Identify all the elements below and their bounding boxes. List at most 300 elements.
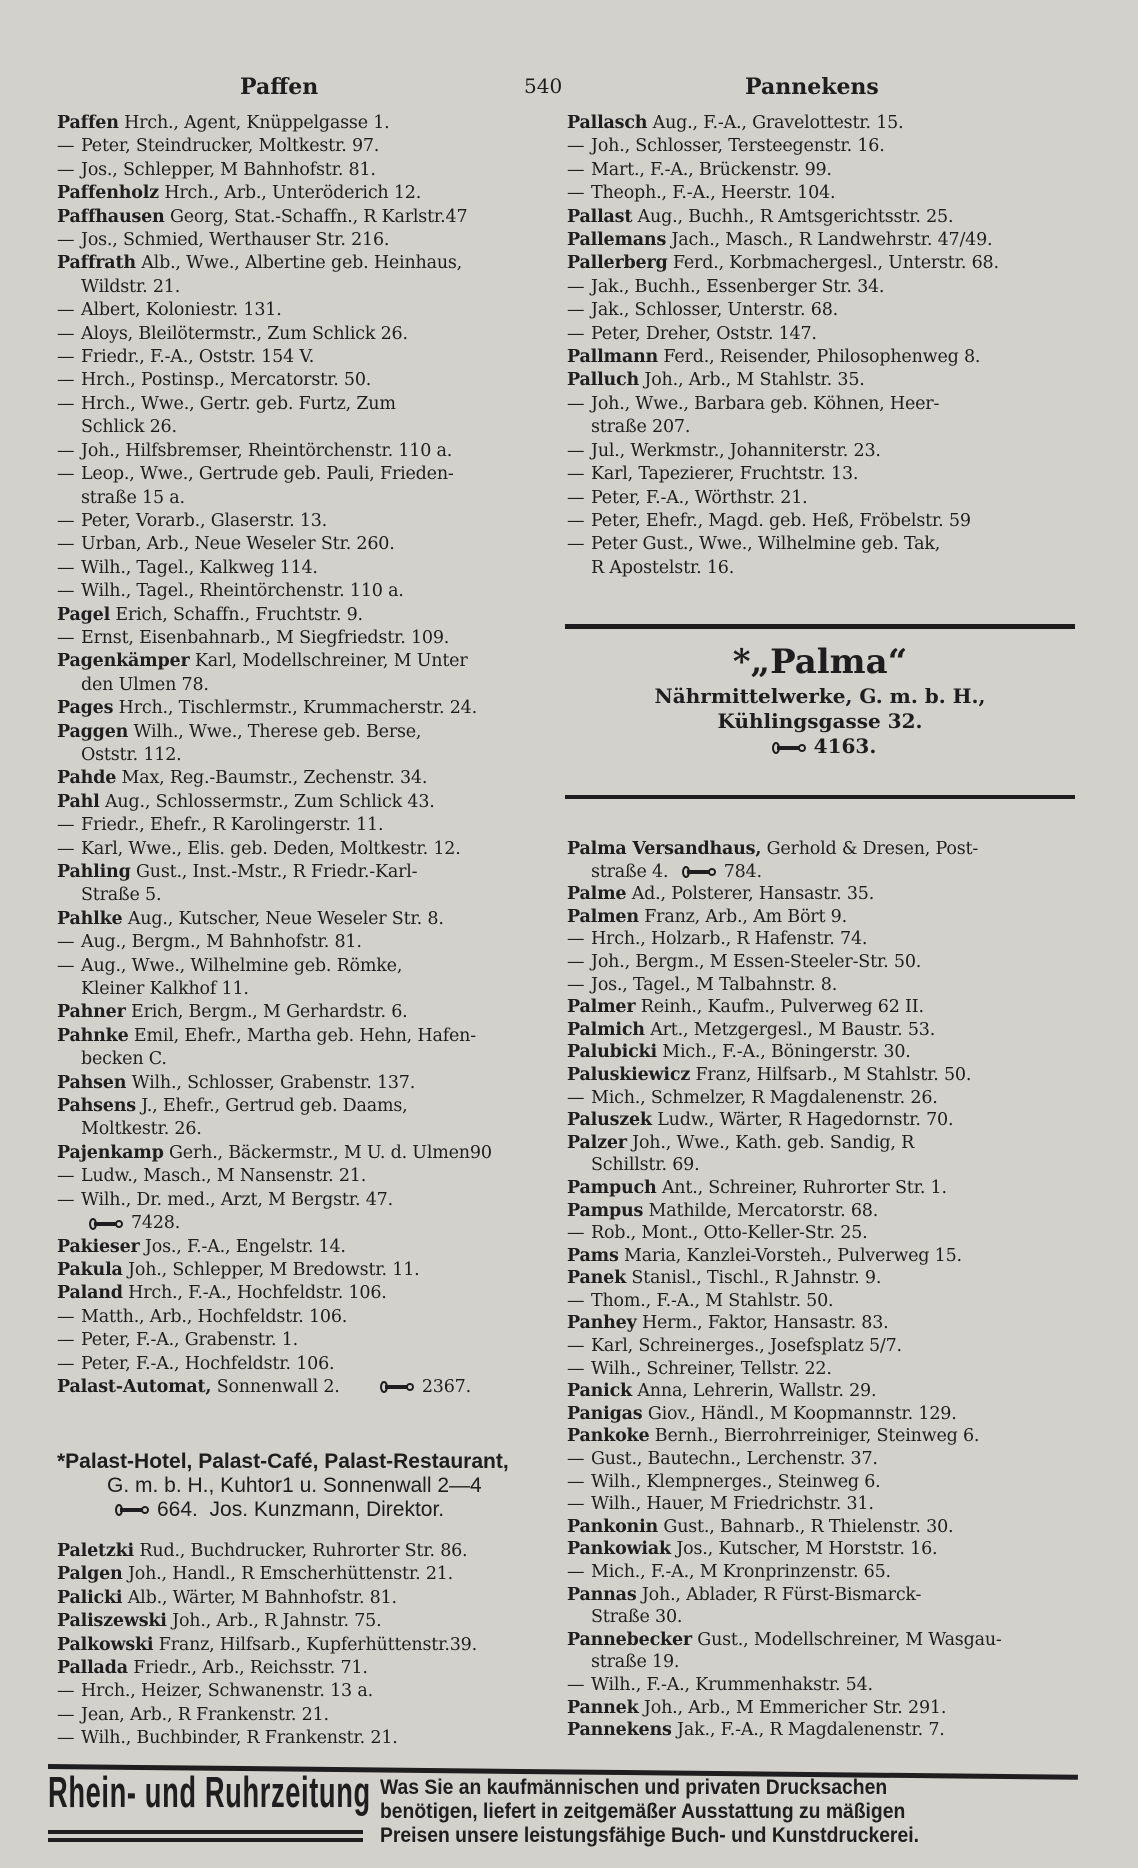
directory-entry (567, 369, 1077, 392)
ditto-dash: — (57, 1330, 75, 1351)
entry-details: Mart., F.-A., Brückenstr. 99. (591, 159, 832, 180)
entry-surname: Palubicki (567, 1042, 657, 1063)
entry-details: Erich, Bergm., M Gerhardstr. 6. (131, 1002, 408, 1023)
running-head-left: Paffen (240, 74, 319, 100)
ditto-dash: — (57, 1728, 75, 1749)
ditto-dash: — (57, 440, 75, 461)
entry-surname: Panigas (567, 1403, 643, 1424)
entry-surname: Paffrath (57, 253, 136, 274)
entry-details: Jak., Buchh., Essenberger Str. 34. (591, 276, 885, 297)
ditto-dash: — (57, 300, 75, 321)
entry-details: Jos., Schmied, Werthauser Str. 216. (81, 230, 390, 251)
entry-surname: Palgen (57, 1564, 123, 1585)
directory-entry (57, 627, 549, 650)
directory-entry (57, 369, 549, 392)
directory-entry (57, 112, 549, 135)
entry-details: Reinh., Kaufm., Pulverweg 62 II. (640, 997, 924, 1018)
page-number: 540 (524, 74, 563, 98)
entry-surname: Pallast (567, 206, 633, 227)
directory-entry (57, 1189, 549, 1236)
directory-entry (567, 1403, 1077, 1426)
entry-details: Gerhold & Dresen, Post- straße 4. (591, 839, 979, 882)
entry-details: Joh., Schlepper, M Bredowstr. 11. (128, 1259, 420, 1280)
entry-details: Ferd., Reisender, Philosophenweg 8. (663, 347, 981, 368)
ditto-dash: — (57, 370, 75, 391)
directory-entry (57, 1259, 549, 1282)
entry-details: Jul., Werkmstr., Johanniterstr. 23. (591, 440, 881, 461)
palma-company: Nährmittelwerke, G. m. b. H., (654, 684, 986, 708)
directory-entry (57, 1001, 549, 1024)
entry-surname: Palkowski (57, 1634, 154, 1655)
title-underline (48, 1838, 363, 1842)
advert-line: Was Sie an kaufmännischen und privaten Drucksachen (380, 1776, 888, 1799)
directory-entry (57, 206, 549, 229)
entry-surname: Pakula (57, 1259, 123, 1280)
entry-details: Gust., Bautechn., Lerchenstr. 37. (591, 1449, 878, 1470)
advert-line: Preisen unsere leistungsfähige Buch- und Kunstdruckerei. (380, 1824, 919, 1847)
directory-entry (567, 346, 1077, 369)
directory-entry (567, 1380, 1077, 1403)
entry-details: Wilh., Dr. med., Arzt, M Bergstr. 47. (81, 1189, 393, 1210)
ditto-dash: — (567, 510, 585, 531)
ditto-dash: — (57, 627, 75, 648)
entry-surname: Paluskiewicz (567, 1064, 691, 1085)
entry-details: Peter, Vorarb., Glaserstr. 13. (81, 510, 328, 531)
entry-details: Rob., Mont., Otto-Keller-Str. 25. (591, 1223, 868, 1244)
entry-surname: Palast-Automat, (57, 1376, 212, 1397)
entry-details: Gust., Bahnarb., R Thielenstr. 30. (663, 1516, 954, 1537)
entry-details: Maria, Kanzlei-Vorsteh., Pulverweg 15. (623, 1245, 962, 1266)
entry-details: Karl, Modellschreiner, M Unter den Ulmen 78. (81, 651, 468, 695)
entry-details: Ludw., Masch., M Nansenstr. 21. (81, 1166, 367, 1187)
ditto-dash: — (57, 136, 75, 157)
directory-entry (57, 908, 549, 931)
directory-entry (57, 1353, 549, 1376)
directory-entry (567, 112, 1077, 135)
entry-surname: Pankonin (567, 1516, 659, 1537)
palma-contact (565, 734, 1075, 759)
directory-entry (57, 838, 549, 861)
entry-surname: Panek (567, 1268, 627, 1289)
title-underline (48, 1830, 363, 1834)
directory-entry (567, 1200, 1077, 1223)
directory-entry (57, 955, 549, 1002)
ditto-dash: — (57, 159, 75, 180)
phone-number: 2367. (421, 1376, 471, 1397)
directory-entry (567, 533, 1077, 580)
entry-details: Ad., Polsterer, Hansastr. 35. (631, 884, 875, 905)
directory-entry (567, 1109, 1077, 1132)
ditto-dash: — (567, 1471, 585, 1492)
directory-entry (567, 1516, 1077, 1539)
ditto-dash: — (57, 1306, 75, 1327)
entry-details: Friedr., Ehefr., R Karolingerstr. 11. (81, 815, 384, 836)
entry-surname: Paffhausen (57, 206, 165, 227)
entry-details: Leop., Wwe., Gertrude geb. Pauli, Frieden- straße 15 a. (81, 464, 454, 508)
ditto-dash: — (567, 323, 585, 344)
entry-surname: Pallemans (567, 230, 667, 251)
divider-rule (565, 624, 1075, 629)
directory-entry (567, 323, 1077, 346)
entry-surname: Paliszewski (57, 1611, 167, 1632)
telephone-icon (107, 1498, 157, 1521)
ditto-dash: — (57, 347, 75, 368)
ditto-dash: — (567, 534, 585, 555)
directory-entry (567, 1087, 1077, 1110)
ditto-dash: — (57, 1681, 75, 1702)
entry-surname: Palmen (567, 906, 639, 927)
entry-details: Hrch., Postinsp., Mercatorstr. 50. (81, 370, 372, 391)
entry-details: Wilh., Hauer, M Friedrichstr. 31. (591, 1494, 874, 1515)
directory-entry (57, 1610, 549, 1633)
entry-surname: Pannek (567, 1697, 639, 1718)
entry-details: Wilh., Buchbinder, R Frankenstr. 21. (81, 1728, 398, 1749)
entry-details: Aug., Bergm., M Bahnhofstr. 81. (81, 932, 362, 953)
entry-details: Anna, Lehrerin, Wallstr. 29. (637, 1381, 877, 1402)
entry-surname: Palmer (567, 997, 636, 1018)
entry-details: Wilh., Schreiner, Tellstr. 22. (591, 1358, 832, 1379)
entry-details: Hrch., Tischlermstr., Krummacherstr. 24. (118, 698, 477, 719)
palma-title: *„Palma“ (732, 642, 908, 682)
directory-entry (57, 393, 549, 440)
directory-entry (567, 1335, 1077, 1358)
entry-details: Hrch., Arb., Unteröderich 12. (164, 183, 422, 204)
ditto-dash: — (567, 464, 585, 485)
directory-entry (57, 159, 549, 182)
directory-entry (57, 1563, 549, 1586)
palast-hotel-advert (57, 1450, 547, 1522)
entry-surname: Pams (567, 1245, 619, 1266)
directory-entry (567, 1674, 1077, 1697)
hotel-name: *Palast-Hotel, Palast-Café, Palast-Restaurant, (57, 1450, 509, 1473)
entry-details: Jak., F.-A., R Magdalenenstr. 7. (677, 1720, 945, 1741)
ditto-dash: — (567, 1290, 585, 1311)
entry-details: Rud., Buchdrucker, Ruhrorter Str. 86. (139, 1541, 468, 1561)
telephone-icon (764, 734, 814, 758)
entry-surname: Pallada (57, 1658, 128, 1679)
phone-number: 7428. (131, 1213, 181, 1234)
entry-details: Peter, F.-A., Hochfeldstr. 106. (81, 1353, 335, 1374)
directory-entry (567, 1719, 1077, 1742)
entry-details: Erich, Schaffn., Fruchtstr. 9. (115, 604, 363, 625)
directory-entry (57, 1236, 549, 1259)
divider-rule (565, 795, 1075, 799)
entry-surname: Pahsens (57, 1096, 136, 1117)
directory-entry (57, 1680, 549, 1703)
entry-surname: Pahnke (57, 1025, 129, 1046)
directory-entry (567, 1584, 1077, 1629)
ditto-dash: — (567, 1087, 585, 1108)
right-column-continued (567, 838, 1077, 1742)
entry-surname: Palluch (567, 370, 640, 391)
directory-entry (567, 487, 1077, 510)
entry-details: Wilh., Schlosser, Grabenstr. 137. (131, 1072, 416, 1093)
directory-entry (57, 861, 549, 908)
ditto-dash: — (57, 932, 75, 953)
directory-entry (57, 767, 549, 790)
ditto-dash: — (57, 323, 75, 344)
directory-entry (567, 1019, 1077, 1042)
entry-details: Alb., Wärter, M Bahnhofstr. 81. (127, 1587, 397, 1608)
entry-details: Peter, F.-A., Wörthstr. 21. (591, 487, 808, 508)
entry-surname: Pagenkämper (57, 651, 190, 672)
directory-entry (57, 229, 549, 252)
directory-entry (567, 1697, 1077, 1720)
entry-details: J., Ehefr., Gertrud geb. Daams, Moltkestr. 26. (81, 1096, 408, 1140)
entry-details: Aug., Buchh., R Amtsgerichtsstr. 25. (637, 206, 954, 227)
entry-details: Herm., Faktor, Hansastr. 83. (641, 1313, 889, 1334)
entry-details: Mich., F.-A., Böningerstr. 30. (662, 1042, 911, 1063)
ditto-dash: — (567, 183, 585, 204)
entry-details: Aug., Schlossermstr., Zum Schlick 43. (104, 791, 435, 812)
entry-surname: Panhey (567, 1313, 637, 1334)
entry-details: Hrch., Holzarb., R Hafenstr. 74. (591, 929, 868, 950)
entry-surname: Pahl (57, 791, 100, 812)
entry-details: Franz, Arb., Am Bört 9. (644, 906, 847, 927)
entry-details: Jos., F.-A., Engelstr. 14. (144, 1236, 346, 1257)
entry-details: Joh., Arb., M Emmericher Str. 291. (643, 1697, 947, 1718)
entry-details: Max, Reg.-Baumstr., Zechenstr. 34. (121, 768, 428, 789)
directory-entry (57, 182, 549, 205)
directory-entry (57, 650, 549, 697)
directory-entry (567, 1425, 1077, 1448)
directory-entry (567, 1222, 1077, 1245)
entry-details: Hrch., Wwe., Gertr. geb. Furtz, Zum Schlick 26. (81, 393, 396, 438)
entry-details: Alb., Wwe., Albertine geb. Heinhaus, Wildstr. 21. (81, 253, 463, 297)
entry-details: Hrch., F.-A., Hochfeldstr. 106. (128, 1283, 387, 1304)
entry-details: Jos., Tagel., M Talbahnstr. 8. (591, 974, 838, 995)
palma-advert (565, 640, 1075, 759)
directory-entry (57, 814, 549, 837)
directory-entry (57, 1142, 549, 1165)
directory-entry (567, 1471, 1077, 1494)
entry-surname: Paffen (57, 113, 119, 133)
directory-entry (567, 1267, 1077, 1290)
entry-surname: Panick (567, 1381, 632, 1402)
entry-surname: Pannebecker (567, 1629, 692, 1650)
directory-entry (57, 1025, 549, 1072)
ditto-dash: — (57, 1166, 75, 1187)
ditto-dash: — (57, 230, 75, 251)
directory-entry (567, 182, 1077, 205)
entry-details: Gerh., Bäckermstr., M U. d. Ulmen90 (169, 1142, 492, 1163)
entry-details: Joh., Arb., R Jahnstr. 75. (172, 1611, 382, 1632)
directory-entry (57, 697, 549, 720)
entry-surname: Palicki (57, 1587, 123, 1608)
directory-entry (57, 1072, 549, 1095)
entry-details: Peter, Ehefr., Magd. geb. Heß, Fröbelstr. 59 (591, 510, 971, 531)
entry-surname: Palzer (567, 1132, 627, 1153)
entry-details: Jos., Schlepper, M Bahnhofstr. 81. (81, 159, 376, 180)
entry-details: Joh., Wwe., Barbara geb. Köhnen, Heer- straße 207. (591, 393, 940, 438)
entry-details: Joh., Handl., R Emscherhüttenstr. 21. (127, 1564, 454, 1585)
phone-number: 784. (723, 861, 762, 882)
directory-entry (57, 1727, 549, 1750)
entry-surname: Pallerberg (567, 253, 668, 274)
entry-details: Aug., Wwe., Wilhelmine geb. Römke, Kleiner Kalkhof 11. (81, 955, 403, 1000)
directory-entry (57, 580, 549, 603)
entry-surname: Pallasch (567, 113, 648, 133)
ditto-dash: — (567, 1358, 585, 1379)
ditto-dash: — (567, 1494, 585, 1515)
entry-details: Peter, Steindrucker, Moltkestr. 97. (81, 136, 380, 157)
entry-surname: Pankoke (567, 1426, 650, 1447)
entry-surname: Pahlke (57, 908, 123, 929)
entry-details: Jach., Masch., R Landwehrstr. 47/49. (671, 230, 993, 251)
directory-entry (57, 604, 549, 627)
entry-surname: Pampuch (567, 1177, 657, 1198)
ditto-dash: — (567, 1336, 585, 1357)
entry-surname: Pages (57, 698, 114, 719)
directory-entry (57, 252, 549, 299)
entry-surname: Palme (567, 884, 627, 905)
directory-entry (567, 838, 1077, 883)
entry-details: Jos., Kutscher, M Horststr. 16. (676, 1539, 938, 1560)
advert-line: benötigen, liefert in zeitgemäßer Ausstattung zu mäßigen (380, 1800, 906, 1823)
ditto-dash: — (57, 838, 75, 859)
directory-entry (57, 463, 549, 510)
directory-entry (567, 1448, 1077, 1471)
ditto-dash: — (567, 1449, 585, 1470)
directory-entry (567, 1177, 1077, 1200)
ditto-dash: — (567, 974, 585, 995)
entry-details: Wilh., Tagel., Kalkweg 114. (81, 557, 318, 578)
entry-details: Mathilde, Mercatorstr. 68. (648, 1200, 879, 1221)
directory-entry (567, 1245, 1077, 1268)
entry-details: Franz, Hilfsarb., M Stahlstr. 50. (695, 1064, 972, 1085)
entry-details: Friedr., F.-A., Oststr. 154 V. (81, 347, 315, 368)
entry-details: Stanisl., Tischl., R Jahnstr. 9. (631, 1268, 882, 1289)
ditto-dash: — (567, 1223, 585, 1244)
entry-details: Friedr., Arb., Reichsstr. 71. (133, 1658, 368, 1679)
directory-entry (57, 346, 549, 369)
entry-surname: Paluszek (567, 1110, 652, 1131)
entry-details: Hrch., Agent, Knüppelgasse 1. (124, 113, 390, 133)
ditto-dash: — (57, 955, 75, 976)
directory-entry (567, 1538, 1077, 1561)
entry-details: Gust., Modellschreiner, M Wasgau- straße 19. (591, 1629, 1002, 1673)
entry-details: Aloys, Bleilötermstr., Zum Schlick 26. (81, 323, 408, 344)
entry-surname: Pagel (57, 604, 111, 625)
entry-details: Theoph., F.-A., Heerstr. 104. (591, 183, 836, 204)
directory-entry (567, 1290, 1077, 1313)
directory-entry (567, 440, 1077, 463)
entry-details: Thom., F.-A., M Stahlstr. 50. (591, 1290, 834, 1311)
directory-entry (567, 510, 1077, 533)
entry-details: Urban, Arb., Neue Weseler Str. 260. (81, 534, 395, 555)
directory-entry (567, 1312, 1077, 1335)
left-column (57, 112, 549, 1399)
entry-details: Jak., Schlosser, Unterstr. 68. (591, 300, 839, 321)
directory-entry (57, 1376, 549, 1399)
entry-surname: Paggen (57, 721, 129, 742)
entry-surname: Pakieser (57, 1236, 140, 1257)
entry-details: Georg, Stat.-Schaffn., R Karlstr.47 (169, 206, 468, 227)
entry-details: Joh., Bergm., M Essen-Steeler-Str. 50. (591, 951, 922, 972)
entry-surname: Pahde (57, 768, 117, 789)
entry-surname: Paletzki (57, 1541, 135, 1561)
directory-entry (57, 510, 549, 533)
directory-entry (57, 1587, 549, 1610)
ditto-dash: — (567, 440, 585, 461)
directory-entry (57, 299, 549, 322)
directory-entry (57, 1306, 549, 1329)
entry-details: Jean, Arb., R Frankenstr. 21. (81, 1704, 329, 1725)
ditto-dash: — (57, 1353, 75, 1374)
hotel-director: Jos. Kunzmann, Direktor. (209, 1498, 445, 1521)
ditto-dash: — (57, 464, 75, 485)
ditto-dash: — (57, 581, 75, 602)
newspaper-title: Rhein- und Ruhrzeitung (48, 1768, 371, 1817)
entry-details: Franz, Hilfsarb., Kupferhüttenstr.39. (158, 1634, 477, 1655)
ditto-dash: — (57, 534, 75, 555)
entry-details: Mich., F.-A., M Kronprinzenstr. 65. (591, 1562, 891, 1582)
palma-phone: 4163. (813, 734, 877, 758)
entry-surname: Palma Versandhaus, (567, 839, 762, 859)
entry-details: Joh., Arb., M Stahlstr. 35. (644, 370, 865, 391)
directory-entry (57, 557, 549, 580)
directory-entry (57, 791, 549, 814)
entry-details: Sonnenwall 2. (216, 1376, 372, 1397)
entry-details: Karl, Wwe., Elis. geb. Deden, Moltkestr. 12. (81, 838, 461, 859)
entry-details: Wilh., F.-A., Krummenhakstr. 54. (591, 1674, 873, 1695)
ditto-dash: — (57, 1189, 75, 1210)
entry-details: Aug., Kutscher, Neue Weseler Str. 8. (127, 908, 444, 929)
directory-entry (57, 1704, 549, 1727)
ditto-dash: — (57, 510, 75, 531)
entry-details: Wilh., Klempnerges., Steinweg 6. (591, 1471, 881, 1492)
directory-entry (567, 252, 1077, 275)
entry-surname: Paffenholz (57, 183, 159, 204)
printing-advert (380, 1776, 1024, 1848)
hotel-contact (57, 1498, 547, 1522)
directory-entry (567, 974, 1077, 997)
entry-details: Joh., Ablader, R Fürst-Bismarck- Straße 30. (591, 1584, 922, 1628)
directory-entry (567, 135, 1077, 158)
directory-entry (567, 928, 1077, 951)
ditto-dash: — (567, 951, 585, 972)
entry-surname: Pannas (567, 1584, 637, 1605)
directory-entry (567, 951, 1077, 974)
entry-details: Ant., Schreiner, Ruhrorter Str. 1. (661, 1177, 947, 1198)
directory-entry (567, 906, 1077, 929)
ditto-dash: — (57, 557, 75, 578)
entry-details: Matth., Arb., Hochfeldstr. 106. (81, 1306, 348, 1327)
entry-surname: Pampus (567, 1200, 644, 1221)
left-column-continued (57, 1540, 549, 1751)
ditto-dash: — (57, 815, 75, 836)
entry-surname: Paland (57, 1283, 123, 1304)
directory-entry (57, 1095, 549, 1142)
directory-entry (567, 276, 1077, 299)
entry-details: Karl, Tapezierer, Fruchtstr. 13. (591, 464, 859, 485)
directory-entry (567, 299, 1077, 322)
ditto-dash: — (567, 487, 585, 508)
entry-surname: Pankowiak (567, 1539, 671, 1560)
ditto-dash: — (567, 159, 585, 180)
entry-details: Gust., Inst.-Mstr., R Friedr.-Karl- Straße 5. (81, 862, 418, 906)
entry-details: Hrch., Heizer, Schwanenstr. 13 a. (81, 1681, 373, 1702)
palma-address: Kühlingsgasse 32. (717, 709, 923, 733)
telephone-icon (674, 862, 724, 882)
entry-details: Wilh., Tagel., Rheintörchenstr. 110 a. (81, 581, 404, 602)
entry-details: Art., Metzgergesl., M Baustr. 53. (650, 1019, 936, 1040)
directory-entry (567, 996, 1077, 1019)
entry-surname: Pahsen (57, 1072, 127, 1093)
entry-details: Bernh., Bierrohrreiniger, Steinweg 6. (654, 1426, 980, 1447)
directory-entry (567, 1064, 1077, 1087)
right-column (567, 112, 1077, 580)
